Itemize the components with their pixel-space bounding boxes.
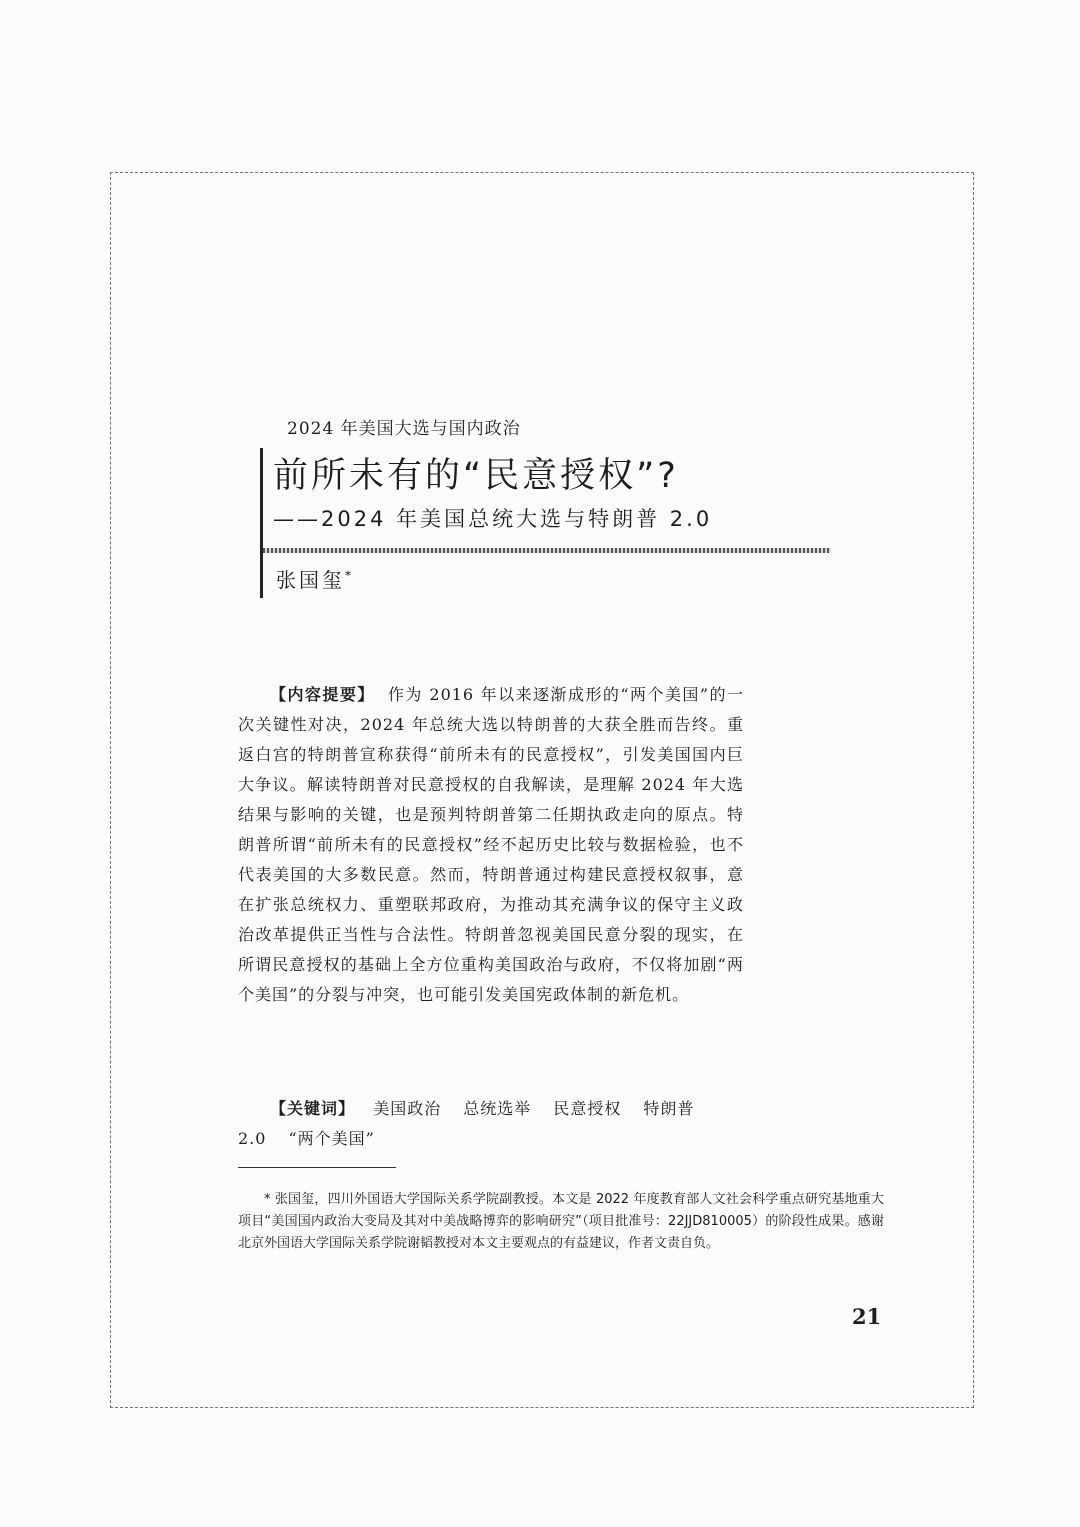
keyword: 美国政治 — [373, 1099, 442, 1118]
page-number: 21 — [852, 1304, 882, 1329]
keyword: 民意授权 — [553, 1099, 622, 1118]
keywords-label: 【关键词】 — [270, 1099, 356, 1118]
author-footnote-mark: * — [345, 568, 354, 583]
title-rule — [260, 448, 263, 598]
keyword: “两个美国” — [288, 1129, 375, 1148]
section-label: 2024 年美国大选与国内政治 — [287, 419, 521, 439]
abstract-text: 作为 2016 年以来逐渐成形的“两个美国”的一次关键性对决，2024 年总统大选以特朗普的大获全胜而告终。重返白宫的特朗普宣称获得“前所未有的民意授权”，引发美国国内巨大争议。解读特朗普对民意授权的自我解读，是理解 2024 年大选结果与影响的关键，也是预判特朗普第二任期执政走向的原点。特朗普所谓“前所未有的民意授权”经不起历史比较与数据检验，也不代表美国的大多数民意。然而，特朗普通过构建民意授权叙事，意在扩张总统权力、重塑联邦政府，为推动其充满争议的保守主义政治改革提供正当性与合法性。特朗普忽视美国民意分裂的现实，在所谓民意授权的基础上全方位重构美国政治与政府，不仅将加剧“两个美国”的分裂与冲突，也可能引发美国宪政体制的新危机。 — [238, 685, 744, 1004]
footnote-rule — [238, 1167, 396, 1168]
keyword: 特朗普 2.0 — [238, 1099, 695, 1148]
abstract — [238, 680, 744, 1010]
abstract-label: 【内容提要】 — [270, 685, 375, 704]
keyword: 总统选举 — [463, 1099, 532, 1118]
article-title: 前所未有的“民意授权”? — [273, 456, 679, 496]
author-name: 张国玺 — [276, 568, 345, 592]
article-subtitle: ——2024 年美国总统大选与特朗普 2.0 — [273, 507, 713, 531]
footnote: * 张国玺，四川外国语大学国际关系学院副教授。本文是 2022 年度教育部人文社会科学重点研究基地重大项目“美国国内政治大变局及其对中美战略博弈的影响研究”（项目批准号：22JJD810005）的阶段性成果。感谢北京外国语大学国际关系学院谢韬教授对本文主要观点的有益建议，作者文责自负。 — [238, 1192, 884, 1251]
author — [276, 564, 354, 593]
title-divider — [263, 548, 831, 553]
keywords — [238, 1094, 758, 1154]
